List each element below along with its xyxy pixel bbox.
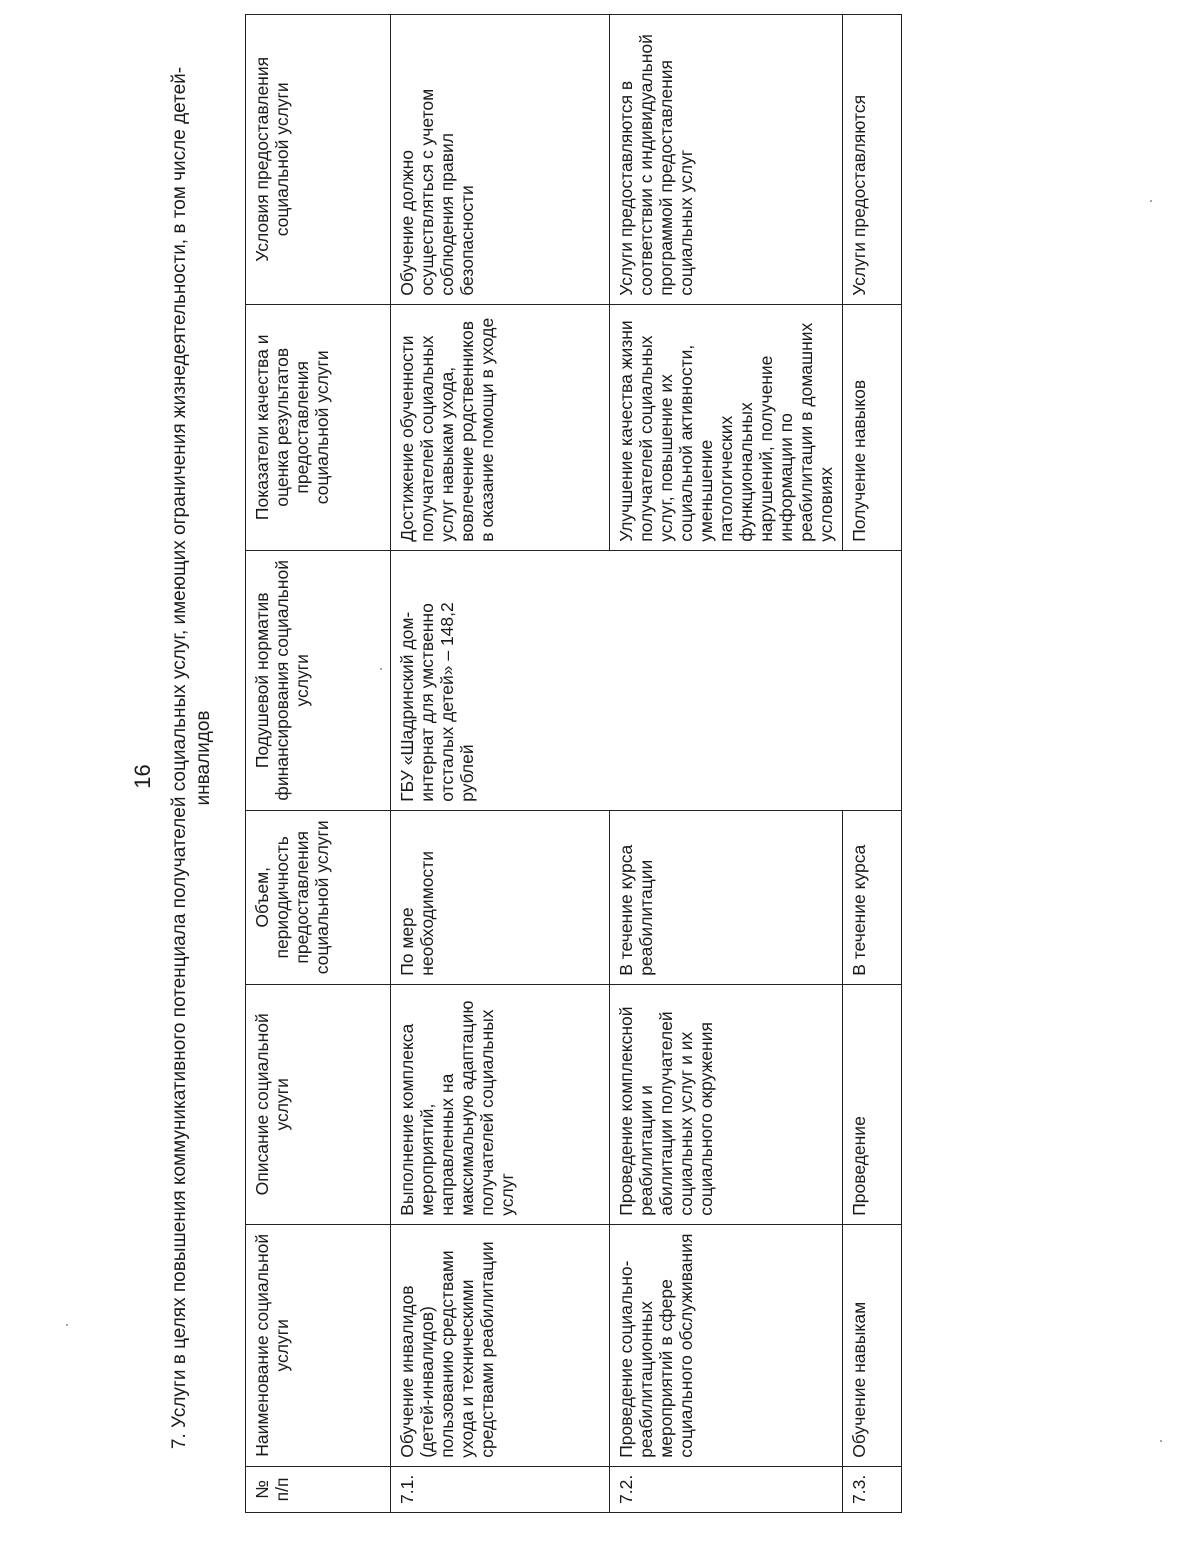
scan-speckle	[1150, 200, 1152, 202]
service-quality: Получение навыков	[843, 304, 902, 550]
service-volume: По мере необходимости	[391, 810, 610, 984]
header-volume: Объем, периодичность предоставления социальной услуги	[246, 810, 391, 984]
service-name: Обучение навыкам	[843, 1224, 902, 1466]
row-number: 7.2.	[610, 1466, 843, 1512]
header-description: Описание социальной услуги	[246, 984, 391, 1224]
service-quality: Улучшение качества жизни получателей социальных услуг, повышение их социальной активности, уменьшение патологических функциональных нарушений, получение информации по реабилитации в домашних условиях	[610, 304, 843, 550]
service-name: Проведение социально-реабилитационных мероприятий в сфере социального обслуживания	[610, 1224, 843, 1466]
service-conditions: Услуги предоставляются в соответствии с индивидуальной программой предоставления социальных услуг	[610, 14, 843, 304]
service-volume: В течение курса	[843, 810, 902, 984]
section-heading: 7. Услуги в целях повышения коммуникативного потенциала получателей социальных услуг, имеющих ограничения жизнедеятельности, в том числе детей-инвалидов	[169, 66, 214, 1450]
service-description: Проведение комплексной реабилитации и абилитации получателей социальных услуг и их социального окружения	[610, 984, 843, 1224]
service-quality: Достижение обученности получателей социальных услуг навыкам ухода, вовлечение родственников в оказание помощи в уходе	[391, 304, 610, 550]
row-number: 7.3.	[843, 1466, 902, 1512]
service-norm: ГБУ «Шадринский дом-интернат для умственно отсталых детей» – 148,2 рублей	[391, 550, 902, 810]
scan-speckle	[66, 1324, 68, 1326]
scan-speckle	[1160, 1440, 1162, 1442]
service-volume: В течение курса реабилитации	[610, 810, 843, 984]
service-conditions: Обучение должно осуществляться с учетом соблюдения правил безопасности	[391, 14, 610, 304]
service-name: Обучение инвалидов (детей-инвалидов) пользованию средствами ухода и техническими средствами реабилитации	[391, 1224, 610, 1466]
header-norm: Подушевой норматив финансирования социальной услуги	[246, 550, 391, 810]
header-num: № п/п	[246, 1466, 391, 1512]
page-number: 16	[130, 764, 155, 789]
header-name: Наименование социальной услуги	[246, 1224, 391, 1466]
table-row	[391, 14, 610, 1512]
service-description: Проведение	[843, 984, 902, 1224]
table-header-row	[246, 14, 391, 1512]
service-description: Выполнение комплекса мероприятий, направленных на максимальную адаптацию получателей социальных услуг	[391, 984, 610, 1224]
header-quality: Показатели качества и оценка результатов предоставления социальной услуги	[246, 304, 391, 550]
service-conditions: Услуги предоставляются	[843, 14, 902, 304]
services-table	[245, 14, 902, 1513]
scan-speckle	[380, 668, 382, 670]
row-number: 7.1.	[391, 1466, 610, 1512]
header-conditions: Условия предоставления социальной услуги	[246, 14, 391, 304]
